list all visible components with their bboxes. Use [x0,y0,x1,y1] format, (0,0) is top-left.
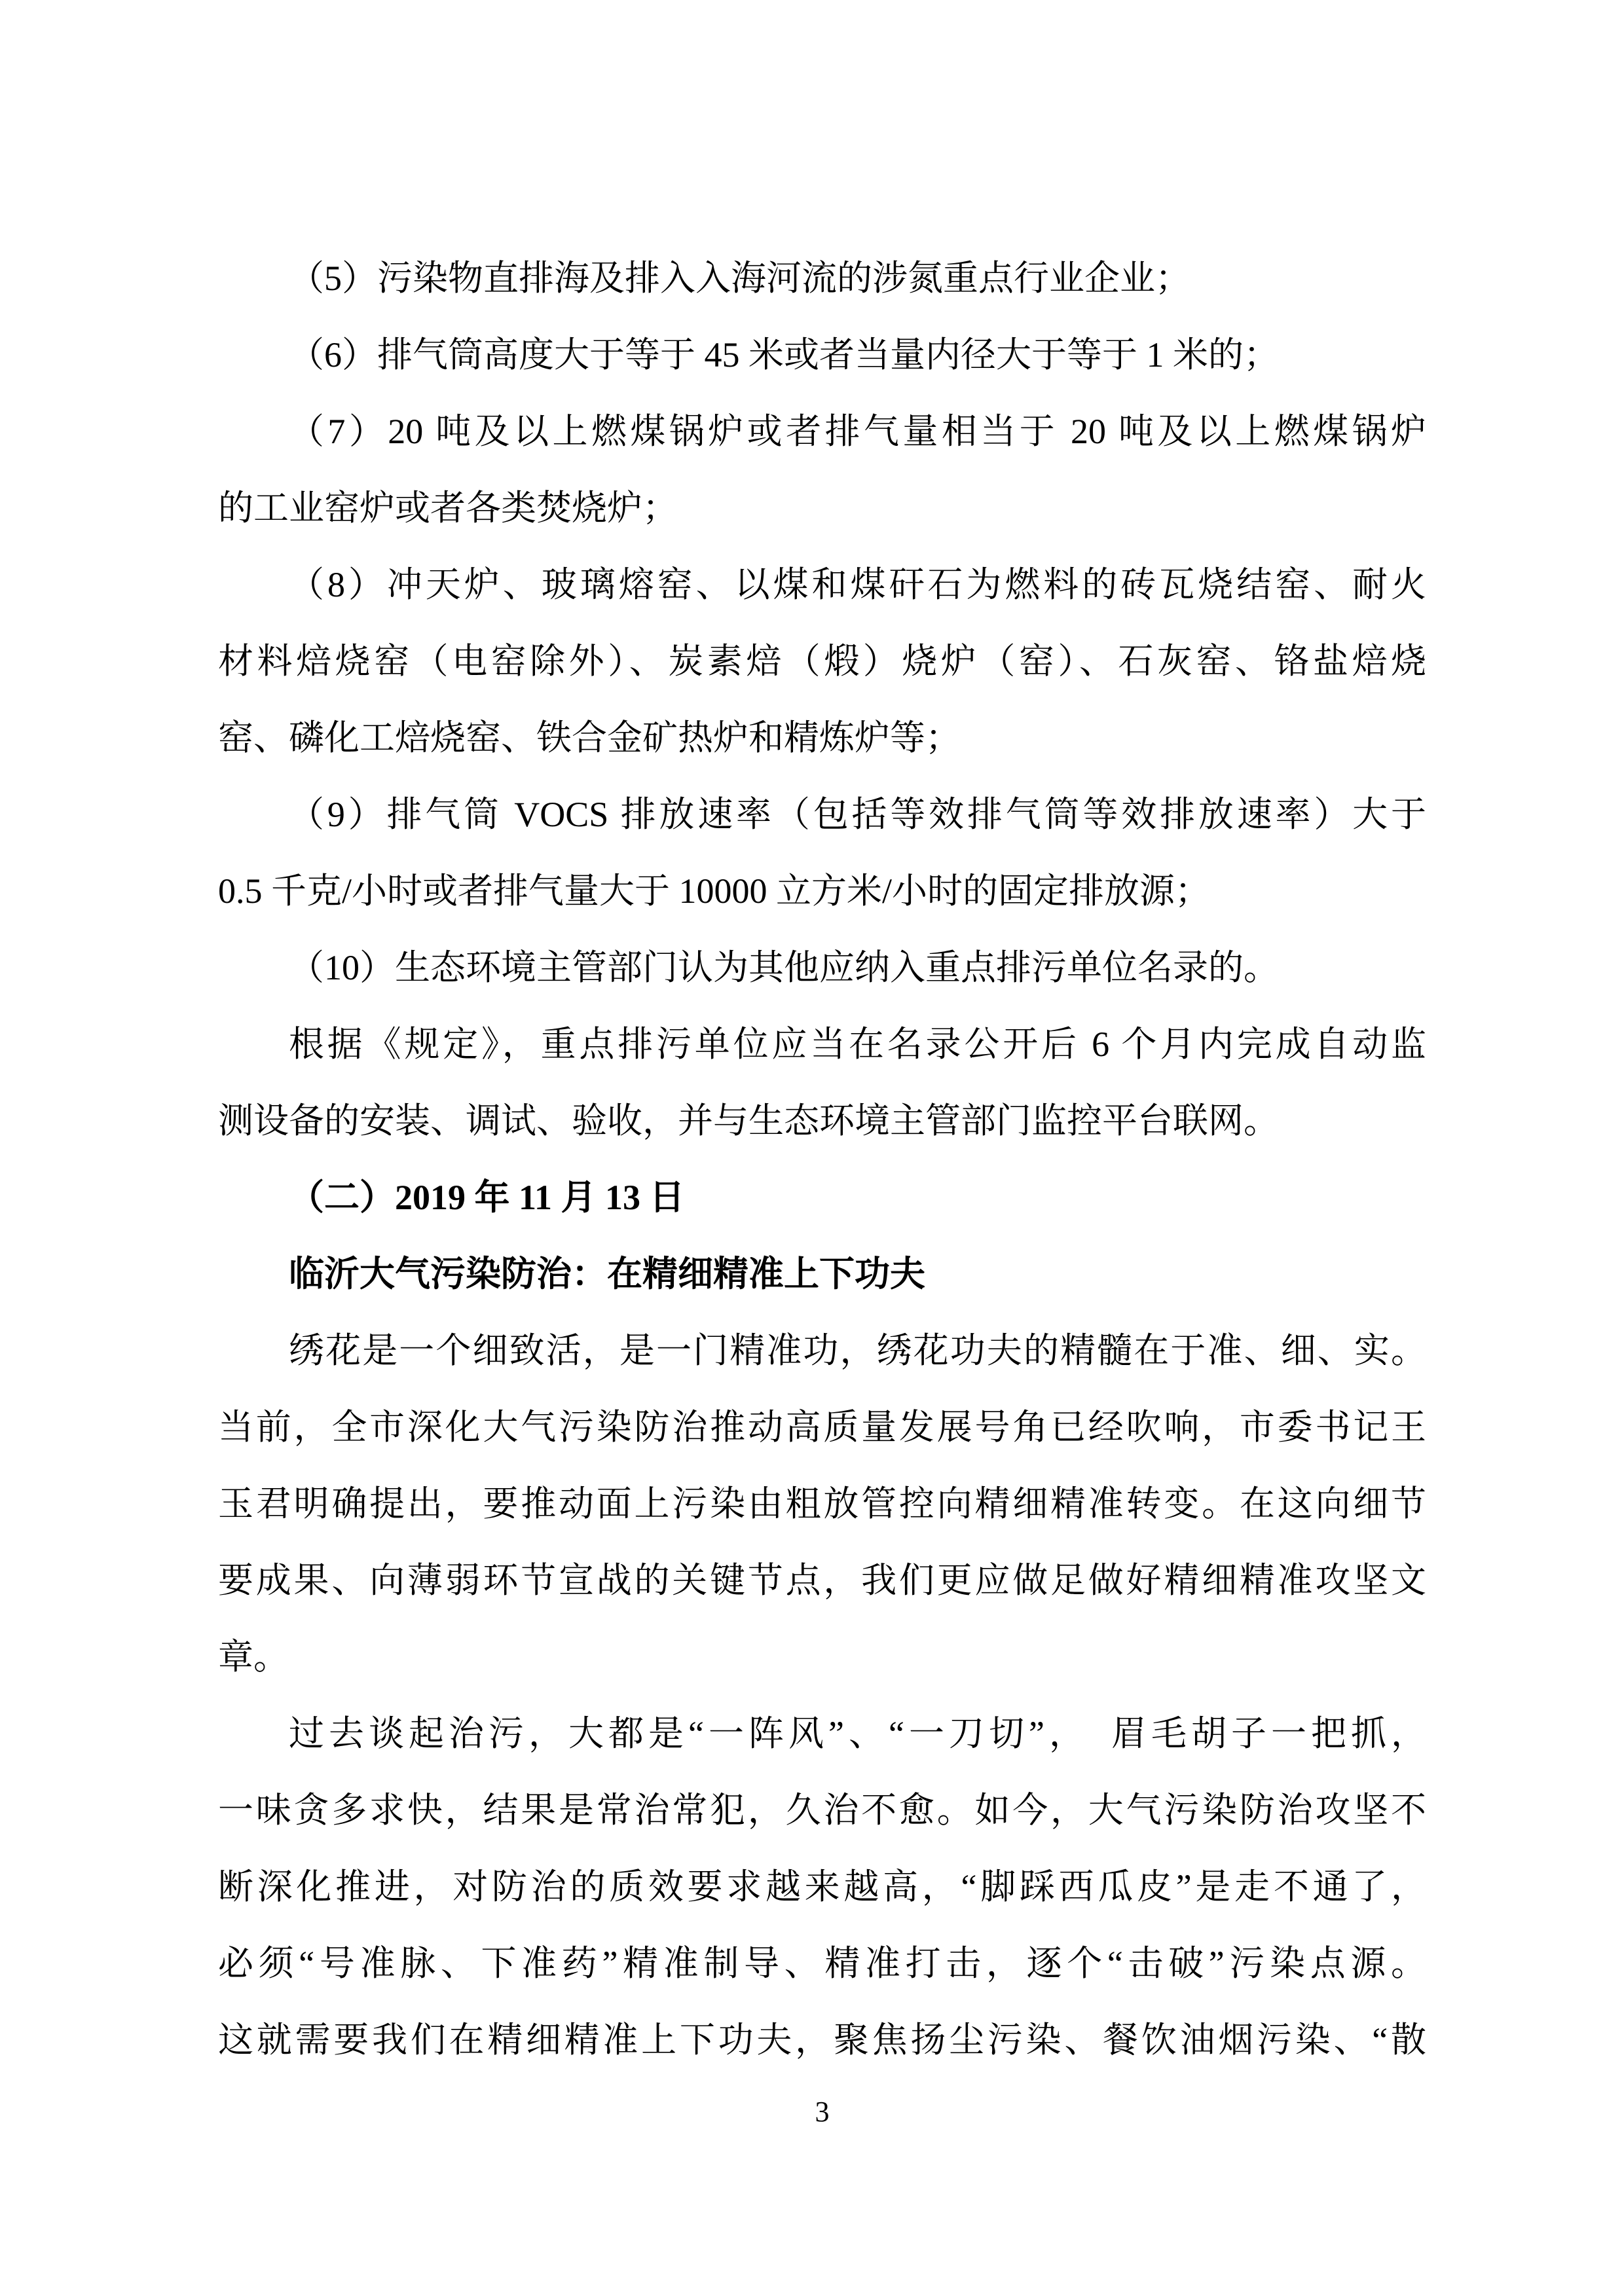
text-line: 要成果、向薄弱环节宣战的关键节点，我们更应做足做好精细精准攻坚文 [218,1561,1426,1600]
text-line: （9）排气筒 VOCS 排放速率（包括等效排气筒等效排放速率）大于 [289,795,1426,834]
text-line: 当前，全市深化大气污染防治推动高质量发展号角已经吹响，市委书记王 [218,1408,1426,1447]
document-body [218,240,1426,2079]
text-line: 断深化推进，对防治的质效要求越来越高，“脚踩西瓜皮”是走不通了， [218,1867,1426,1906]
text-line: 过去谈起治污，大都是“一阵风”、“一刀切”， 眉毛胡子一把抓， [289,1714,1426,1753]
text-line: （10）生态环境主管部门认为其他应纳入重点排污单位名录的。 [289,948,1279,987]
text-line: （5）污染物直排海及排入入海河流的涉氮重点行业企业； [289,259,1190,298]
text-line: 玉君明确提出，要推动面上污染由粗放管控向精细精准转变。在这向细节 [218,1484,1426,1523]
text-line: （8）冲天炉、玻璃熔窑、以煤和煤矸石为燃料的砖瓦烧结窑、耐火 [289,565,1426,604]
text-line: 窑、磷化工焙烧窑、铁合金矿热炉和精炼炉等； [218,718,961,757]
text-line: 测设备的安装、调试、验收，并与生态环境主管部门监控平台联网。 [218,1101,1279,1140]
text-line: 这就需要我们在精细精准上下功夫，聚焦扬尘污染、餐饮油烟污染、“散 [218,2020,1426,2060]
text-line: 绣花是一个细致活，是一门精准功，绣花功夫的精髓在于准、细、实。 [289,1331,1426,1370]
text-line: 材料焙烧窑（电窑除外）、炭素焙（煅）烧炉（窑）、石灰窑、铬盐焙烧 [218,642,1426,681]
text-line: 章。 [218,1637,289,1677]
text-line: 0.5 千克/小时或者排气量大于 10000 立方米/小时的固定排放源； [218,871,1211,911]
text-line: （6）排气筒高度大于等于 45 米或者当量内径大于等于 1 米的； [289,335,1279,374]
text-line: 的工业窑炉或者各类焚烧炉； [218,488,678,528]
article-title: 临沂大气污染防治：在精细精准上下功夫 [289,1254,925,1294]
text-line: （7）20 吨及以上燃煤锅炉或者排气量相当于 20 吨及以上燃煤锅炉 [289,412,1426,451]
page-number: 3 [815,2096,830,2128]
date-heading: （二）2019 年 11 月 13 日 [289,1178,685,1217]
text-line: 必须“号准脉、下准药”精准制导、精准打击，逐个“击破”污染点源。 [218,1944,1426,1983]
text-line: 根据《规定》，重点排污单位应当在名录公开后 6 个月内完成自动监 [289,1025,1426,1064]
text-line: 一味贪多求快，结果是常治常犯，久治不愈。如今，大气污染防治攻坚不 [218,1791,1426,1830]
